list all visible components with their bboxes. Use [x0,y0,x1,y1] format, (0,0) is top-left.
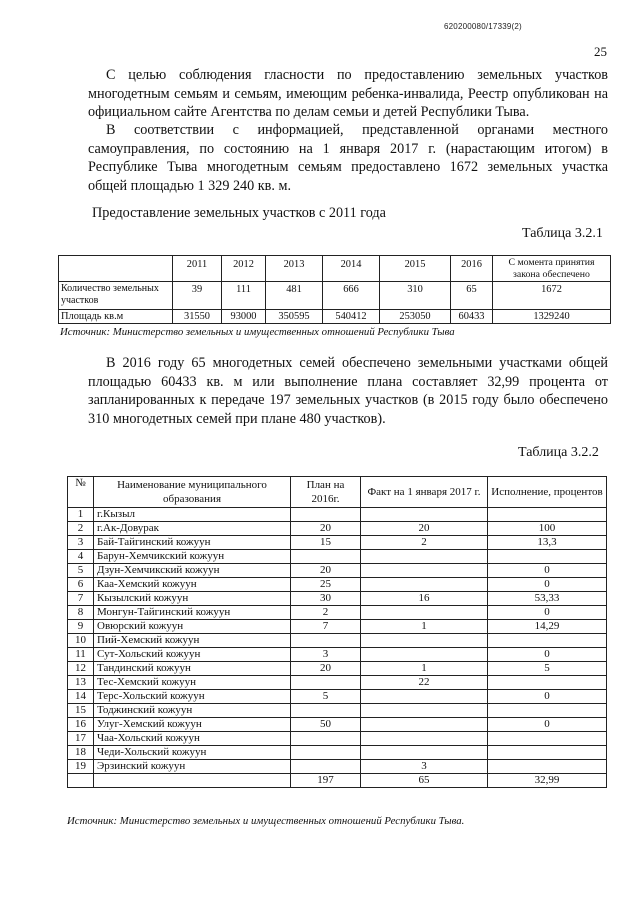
municipality-name: Чаа-Хольский кожуун [94,732,291,746]
table-row [68,662,607,676]
fact-value [361,648,488,662]
percent-value [488,676,607,690]
municipality-name: Тандинский кожуун [94,662,291,676]
row-label: Площадь кв.м [59,310,173,324]
fact-value [361,704,488,718]
percent-value: 53,33 [488,592,607,606]
percent-value [488,508,607,522]
page-number: 25 [594,44,607,59]
table-row [68,648,607,662]
plan-value: 2 [291,606,361,620]
table-row [68,564,607,578]
table-row [68,508,607,522]
table-cell: 39 [173,282,222,310]
plan-value [291,704,361,718]
fact-value [361,606,488,620]
municipality-name: Бай-Тайгинский кожуун [94,536,291,550]
plan-value: 20 [291,564,361,578]
row-number: 5 [68,564,94,578]
table-header-cell: 2016 [451,256,493,282]
table-cell: 60433 [451,310,493,324]
row-number: 4 [68,550,94,564]
table2-caption: Таблица 3.2.2 [518,445,599,460]
row-number: 10 [68,634,94,648]
paragraph-2016-results: В 2016 году 65 многодетных семей обеспечено земельными участками общей площадью 60433 кв. м или выполнение плана составляет 32,99 процента от запланированных к передаче 197 земельных участков (в 2015 году было обеспечено 310 многодетных семей при плане 480 участков). [88,355,608,427]
table-cell: 1329240 [493,310,611,324]
table-row [68,606,607,620]
table-header-row [59,256,611,282]
table-cell: 65 [451,282,493,310]
percent-value [488,732,607,746]
plan-value: 30 [291,592,361,606]
fact-value: 20 [361,522,488,536]
row-number: 8 [68,606,94,620]
municipality-name: г.Кызыл [94,508,291,522]
plan-value: 5 [291,690,361,704]
total-percent: 32,99 [488,774,607,788]
plan-value [291,550,361,564]
plan-value: 3 [291,648,361,662]
fact-value: 1 [361,662,488,676]
table-cell: 111 [222,282,266,310]
percent-value: 5 [488,662,607,676]
table-row [68,620,607,634]
municipality-name: Терс-Хольский кожуун [94,690,291,704]
municipality-name: Эрзинский кожуун [94,760,291,774]
table-cell: 1672 [493,282,611,310]
table1-caption: Таблица 3.2.1 [522,226,603,241]
percent-value [488,634,607,648]
table-cell: 31550 [173,310,222,324]
municipality-name: Тоджинский кожуун [94,704,291,718]
fact-value [361,746,488,760]
table-header-cell: Исполнение, процентов [488,477,607,508]
table-row [68,592,607,606]
percent-value: 13,3 [488,536,607,550]
fact-value [361,690,488,704]
municipality-name: Дзун-Хемчикский кожуун [94,564,291,578]
row-number: 16 [68,718,94,732]
table-header-cell [59,256,173,282]
table-row [68,704,607,718]
fact-value: 1 [361,620,488,634]
row-number: 3 [68,536,94,550]
row-number: 1 [68,508,94,522]
percent-value: 0 [488,606,607,620]
table-header-cell: С момента принятия закона обеспечено [493,256,611,282]
table-row [68,536,607,550]
plan-value: 25 [291,578,361,592]
municipality-name: Пий-Хемский кожуун [94,634,291,648]
table-header-cell: Факт на 1 января 2017 г. [361,477,488,508]
row-number: 2 [68,522,94,536]
percent-value: 0 [488,578,607,592]
table-body [68,508,607,774]
municipality-name: Чеди-Хольский кожуун [94,746,291,760]
plan-value [291,732,361,746]
table-cell: 540412 [323,310,380,324]
percent-value: 0 [488,718,607,732]
row-number: 13 [68,676,94,690]
table-row [68,550,607,564]
total-plan: 197 [291,774,361,788]
fact-value [361,564,488,578]
table-header-cell: 2012 [222,256,266,282]
percent-value [488,760,607,774]
table1-heading: Предоставление земельных участков с 2011 года [92,205,386,221]
row-number: 15 [68,704,94,718]
table-row [68,732,607,746]
table-row [68,690,607,704]
table-header-cell: 2013 [266,256,323,282]
fact-value: 2 [361,536,488,550]
municipality-name: Каа-Хемский кожуун [94,578,291,592]
table-cell: 481 [266,282,323,310]
municipality-name: Овюрский кожуун [94,620,291,634]
fact-value [361,578,488,592]
table-total-row [68,774,607,788]
plan-value [291,746,361,760]
municipality-name: Сут-Хольский кожуун [94,648,291,662]
table-cell [68,774,94,788]
table-header-row [68,477,607,508]
plan-value: 50 [291,718,361,732]
table1-source: Источник: Министерство земельных и имущественных отношений Республики Тыва [60,326,455,338]
table-row [68,634,607,648]
plan-value [291,760,361,774]
row-number: 9 [68,620,94,634]
row-number: 6 [68,578,94,592]
percent-value: 0 [488,648,607,662]
municipality-name: Улуг-Хемский кожуун [94,718,291,732]
table2-source: Источник: Министерство земельных и имущественных отношений Республики Тыва. [67,815,465,827]
percent-value: 100 [488,522,607,536]
row-number: 7 [68,592,94,606]
row-label: Количество земельных участков [59,282,173,310]
table-cell: 350595 [266,310,323,324]
plan-value: 15 [291,536,361,550]
percent-value: 0 [488,564,607,578]
document-id: 620200080/17339(2) [444,22,522,31]
row-number: 11 [68,648,94,662]
fact-value: 3 [361,760,488,774]
plan-value [291,676,361,690]
percent-value: 0 [488,690,607,704]
table-header-cell: 2011 [173,256,222,282]
table-cell [94,774,291,788]
fact-value [361,550,488,564]
row-number: 14 [68,690,94,704]
municipality-name: г.Ак-Довурак [94,522,291,536]
fact-value: 22 [361,676,488,690]
table-cell: 253050 [380,310,451,324]
plan-value: 20 [291,662,361,676]
percent-value: 14,29 [488,620,607,634]
table-header-cell: 2014 [323,256,380,282]
table-row [68,676,607,690]
plan-value [291,634,361,648]
table-header-cell: № [68,477,94,508]
table-row [59,282,611,310]
row-number: 12 [68,662,94,676]
municipal-plan-table [67,476,607,788]
table-row [68,760,607,774]
land-plots-by-year-table [58,255,611,324]
percent-value [488,704,607,718]
fact-value [361,718,488,732]
plan-value: 7 [291,620,361,634]
fact-value [361,634,488,648]
municipality-name: Тес-Хемский кожуун [94,676,291,690]
plan-value [291,508,361,522]
table-header-cell: Наименование муниципального образования [94,477,291,508]
municipality-name: Монгун-Тайгинский кожуун [94,606,291,620]
fact-value [361,508,488,522]
table-row [68,522,607,536]
row-number: 18 [68,746,94,760]
row-number: 19 [68,760,94,774]
municipality-name: Кызылский кожуун [94,592,291,606]
fact-value: 16 [361,592,488,606]
plan-value: 20 [291,522,361,536]
paragraph-publicity: С целью соблюдения гласности по предоставлению земельных участков многодетным семьям и семьям, имеющим ребенка-инвалида, Реестр опубликован на официальном сайте Агентства по делам семьи и детей Республики Тыва. [88,67,608,121]
row-number: 17 [68,732,94,746]
table-row [59,310,611,324]
fact-value [361,732,488,746]
table-cell: 666 [323,282,380,310]
table-row [68,578,607,592]
table-row [68,718,607,732]
table-header-cell: План на 2016г. [291,477,361,508]
table-cell: 93000 [222,310,266,324]
table-cell: 310 [380,282,451,310]
municipality-name: Барун-Хемчикский кожуун [94,550,291,564]
paragraph-provided-total: В соответствии с информацией, представленной органами местного самоуправления, по состоянию на 1 января 2017 г. (нарастающим итогом) в Республике Тыва многодетным семьям предоставлено 1672 земельных участка общей площадью 1 329 240 кв. м. [88,122,608,194]
total-fact: 65 [361,774,488,788]
percent-value [488,746,607,760]
table-row [68,746,607,760]
table-header-cell: 2015 [380,256,451,282]
percent-value [488,550,607,564]
